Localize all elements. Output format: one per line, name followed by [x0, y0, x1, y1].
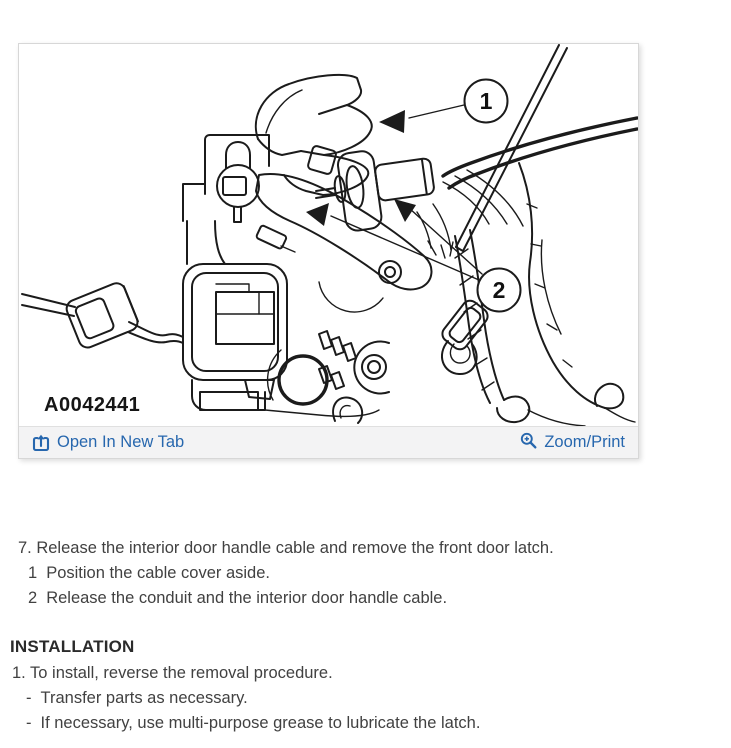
callout-2-number: 2: [492, 277, 506, 303]
bullet-2-dash: -: [26, 714, 32, 732]
figure-toolbar: [19, 426, 638, 458]
substep-1-number: 1: [28, 564, 38, 582]
door-latch-illustration: [19, 44, 638, 427]
bullet-2-text: If necessary, use multi-purpose grease to lubricate the latch.: [40, 714, 481, 732]
callout-1-number: 1: [479, 88, 493, 114]
substep-2-text: Release the conduit and the interior door handle cable.: [46, 589, 448, 607]
installation-bullet-1: [26, 688, 248, 708]
door-latch-diagram: [19, 44, 638, 427]
open-in-new-tab-link[interactable]: [32, 433, 184, 452]
zoom-print-link[interactable]: [520, 432, 625, 453]
figure-panel: [18, 43, 639, 459]
installation-bullet-2: [26, 713, 480, 733]
callout-1: [379, 80, 508, 134]
substep-1: [28, 563, 270, 583]
installation-step-1: 1. To install, reverse the removal procedure.: [12, 664, 333, 682]
step-7-text: 7. Release the interior door handle cable and remove the front door latch.: [18, 539, 554, 557]
zoom-print-label: Zoom/Print: [544, 433, 625, 451]
installation-heading: INSTALLATION: [10, 637, 135, 656]
callout-2: [306, 199, 521, 312]
open-in-new-tab-icon: [32, 434, 50, 452]
open-in-new-tab-label: Open In New Tab: [57, 433, 185, 451]
substep-2: [28, 588, 447, 608]
zoom-magnifier-icon: [520, 432, 537, 453]
substep-2-number: 2: [28, 589, 38, 607]
substep-1-text: Position the cable cover aside.: [46, 564, 270, 582]
bullet-1-text: Transfer parts as necessary.: [40, 689, 248, 707]
figure-id-label: A0042441: [44, 394, 141, 416]
bullet-1-dash: -: [26, 689, 32, 707]
